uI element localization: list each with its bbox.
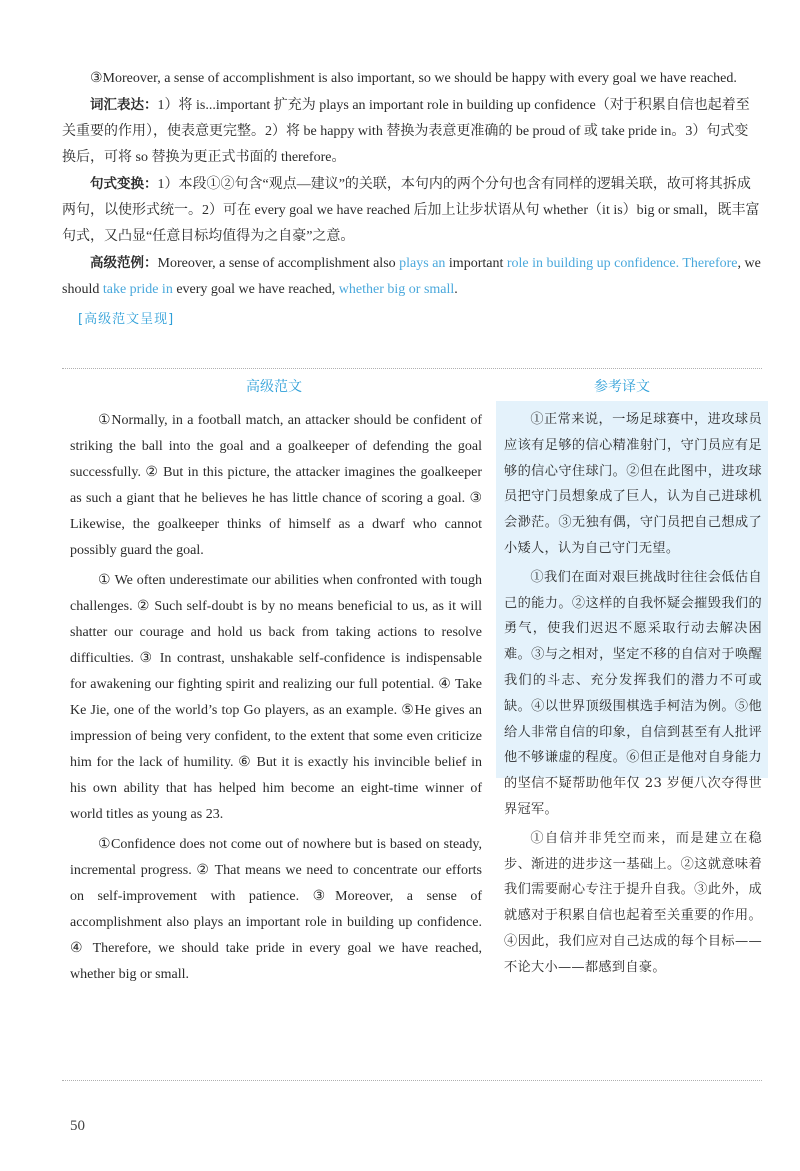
translation-paragraph: ①自信并非凭空而来，而是建立在稳步、渐进的进步这一基础上。②这就意味着我们需要耐心专注于提升自我。③此外，成就感对于积累自信也起着至关重要的作用。④因此，我们应对自己达成的每个目标——不论大小——都感到自豪。 [504,830,762,975]
example-label: 高级范例： [90,255,158,271]
syntax-text: 1）本段①②句含“观点—建议”的关联，本句内的两个分句也含有同样的逻辑关联，故可将其拆成两句，以使形式统一。2）可在 every goal we have reached 后加上让步状语从句 whether（it is）big or small，既丰富句式，又凸显“任意目标均值得为之自豪”之意。 [62,177,760,244]
example-text: every goal we have reached, [172,282,339,297]
example-text: . [454,282,458,297]
example-highlight: take pride in [102,282,173,297]
syntax-label: 句式变换： [90,176,158,192]
page-number: 50 [70,1118,85,1134]
translation-paragraph: ①我们在面对艰巨挑战时往往会低估自己的能力。②这样的自我怀疑会摧毁我们的勇气，使我们迟迟不愿采取行动去解决困难。③与之相对，坚定不移的自信对于唤醒我们的斗志、充分发挥我们的潜力不可或缺。④以世界顶级围棋选手柯洁为例。⑤他给人非常自信的印象，自信到甚至有人批评他不够谦虚的程度。⑥但正是他对自身能力的坚信不疑帮助他年仅 23 岁便八次夺得世界冠军。 [504,569,762,817]
syntax-note [62,171,762,250]
essay-paragraph: ① We often underestimate our abilities when confronted with tough challenges. ② Such self-doubt is by no means beneficial to us, as it will shatter our courage and hold us back from taking actions to resolve difficulties. ③ In contrast, unshakable self-confidence is indispensable for awakening our fighting spirit and realizing our full potential. ④ Take Ke Jie, one of the world’s top Go players, as an example. ⑤He gives an impression of being very confident, to the extent that some even criticize him for the lack of humility. ⑥ But it is exactly his invincible belief in his own ability that has helped him become an eight-time winner of world titles as young as 23. [70,573,482,822]
divider-top [62,368,762,369]
divider-bottom [62,1080,762,1081]
original-sentence: ③Moreover, a sense of accomplishment is also important, so we should be happy with every goal we have reached. [90,71,737,86]
example-highlight: plays an [399,256,446,271]
advanced-example [62,250,762,303]
essay-paragraph: ①Confidence does not come out of nowhere but is based on steady, incremental progress. ② That means we need to concentrate our efforts on self-improvement with patience. ③Moreover, a sense of accomplishment also plays an important role in building up confidence. ④ Therefore, we should take pride in every goal we have reached, whether big or small. [70,837,482,982]
translation-panel [496,401,768,975]
vocab-label: 词汇表达： [90,97,158,113]
example-text: Moreover, a sense of accomplishment also [157,256,400,271]
model-essay [70,408,482,992]
example-highlight: whether big or small [338,282,455,297]
analysis-section [62,66,762,333]
example-highlight: role in building up confidence. Therefore [506,256,738,271]
translation-title: 参考译文 [594,379,650,395]
essay-paragraph: ①Normally, in a football match, an attacker should be confident of striking the ball into the goal and a goalkeeper of defending the goal successfully. ② But in this picture, the attacker imagines the goalkeeper as such a giant that he believes he has little chance of scoring a goal. ③ Likewise, the goalkeeper thinks of himself as a dwarf who cannot possibly guard the goal. [70,413,482,558]
vocab-note [62,92,762,171]
example-text: , we should [62,256,761,297]
vocab-text: 1）将 is...important 扩充为 plays an important role in building up confidence（对于积累自信也起着至关重要的作用），使表意更完整。2）将 be happy with 替换为表意更准确的 be proud of 或 take pride in。3）句式变换后，可将 so 替换为更正式书面的 therefore。 [62,98,750,165]
essay-title: 高级范文 [246,379,302,395]
section-header: [高级范文呈现] [78,312,175,327]
translation-paragraph: ①正常来说，一场足球赛中，进攻球员应该有足够的信心精准射门，守门员应有足够的信心守住球门。②但在此图中，进攻球员把守门员想象成了巨人，认为自己进球机会渺茫。③无独有偶，守门员把自己想成了小矮人，认为自己守门无望。 [504,412,762,556]
example-text: important [445,256,507,271]
